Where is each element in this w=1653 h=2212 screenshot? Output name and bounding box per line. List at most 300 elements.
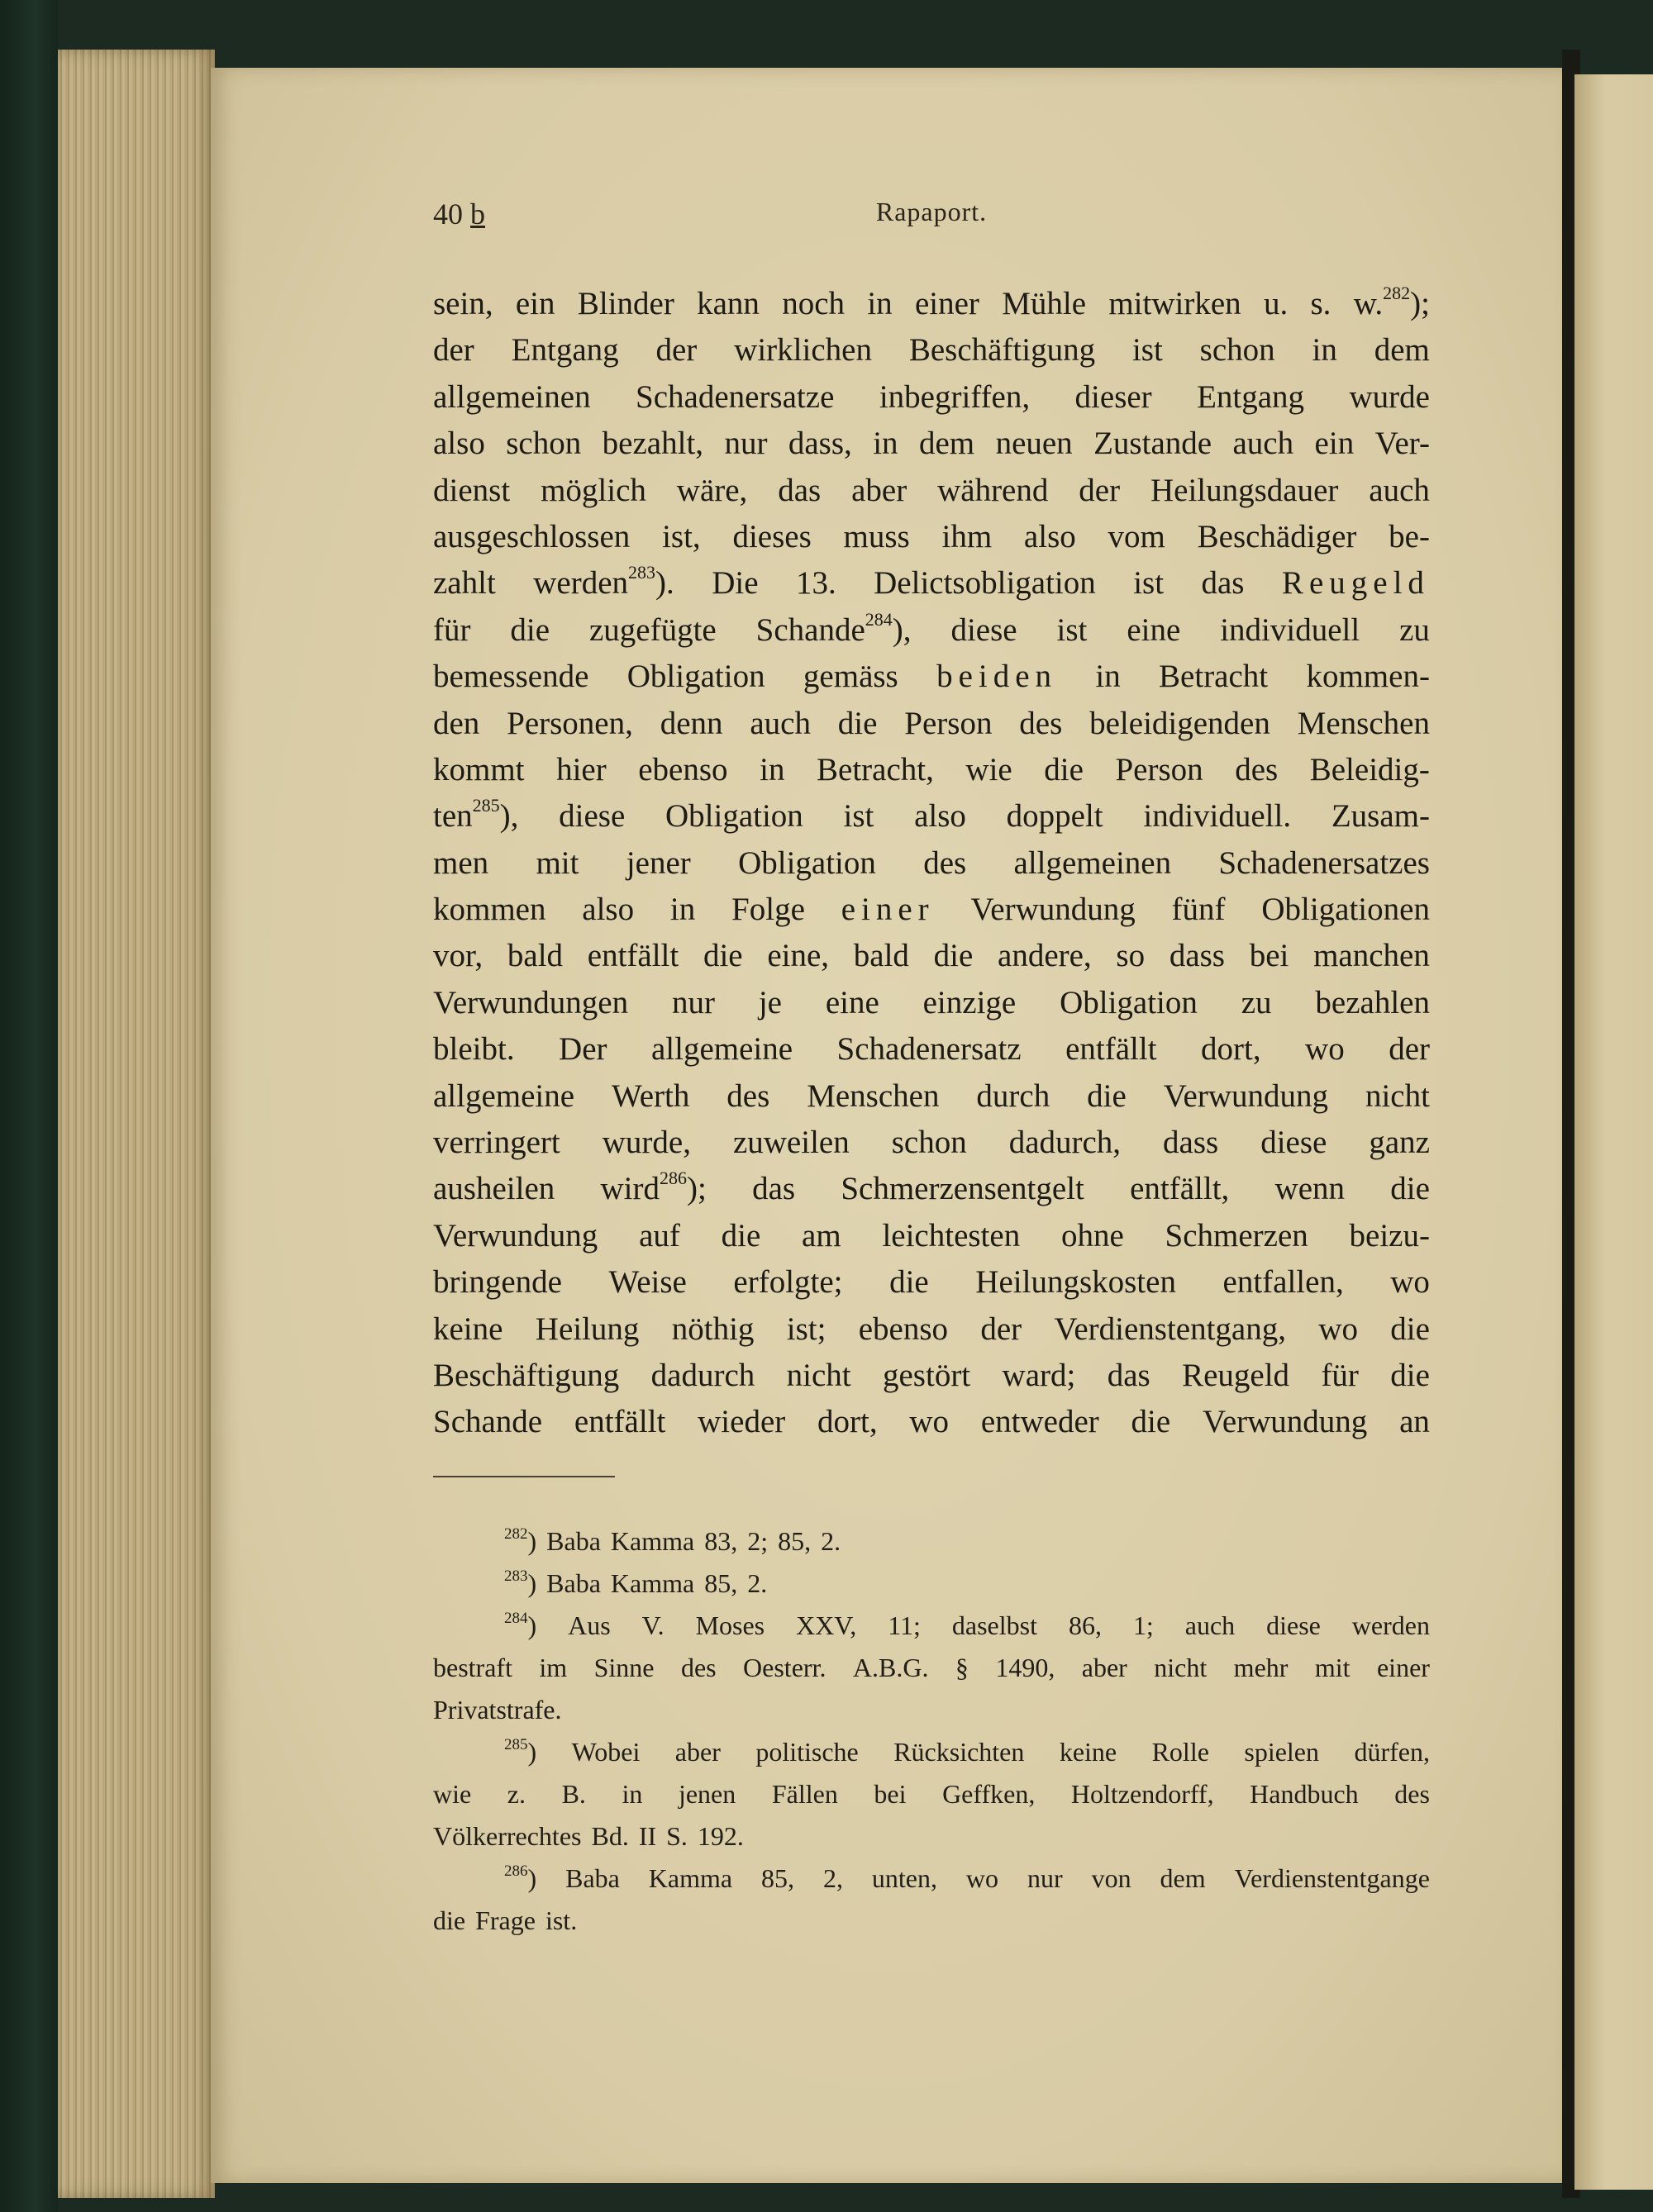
word: kann bbox=[697, 286, 760, 321]
word: 192. bbox=[697, 1821, 744, 1851]
word: auch bbox=[750, 705, 811, 741]
footnote-ref: 282 bbox=[1383, 283, 1411, 303]
word: verringert bbox=[433, 1125, 560, 1161]
word: Verwundung bbox=[433, 1217, 598, 1253]
text-line bbox=[433, 1353, 1430, 1399]
word: kommen bbox=[433, 892, 546, 928]
footnote-283 bbox=[433, 1563, 1430, 1605]
word: auch bbox=[1232, 426, 1294, 462]
word: ausheilen bbox=[433, 1171, 555, 1207]
footnote-285 bbox=[433, 1731, 1430, 1858]
word: bleibt. bbox=[433, 1031, 515, 1068]
word: s. bbox=[1310, 286, 1331, 321]
word: nur bbox=[1027, 1863, 1063, 1893]
word: leichtesten bbox=[882, 1217, 1021, 1253]
text-line bbox=[433, 887, 1430, 933]
word: nicht bbox=[786, 1357, 851, 1393]
word: aber bbox=[674, 1737, 721, 1767]
word: entweder bbox=[980, 1404, 1099, 1440]
footnote-line bbox=[433, 1858, 1430, 1900]
word: so bbox=[1116, 938, 1146, 974]
word: der bbox=[655, 332, 698, 369]
word: die bbox=[889, 1264, 929, 1301]
footnote-line bbox=[433, 1773, 1430, 1815]
word: wo bbox=[965, 1863, 999, 1893]
text-line bbox=[433, 1166, 1430, 1212]
text-line bbox=[433, 607, 1430, 654]
word: Heilung bbox=[535, 1311, 640, 1347]
word: neuen bbox=[995, 426, 1073, 462]
word: je bbox=[758, 984, 782, 1020]
word: Oesterr. bbox=[743, 1653, 826, 1682]
word: allgemeine bbox=[650, 1031, 793, 1068]
word: Frage bbox=[475, 1905, 536, 1935]
word: B. bbox=[561, 1779, 586, 1809]
word: eine bbox=[1127, 611, 1181, 648]
word: möglich bbox=[541, 472, 646, 508]
word: ward; bbox=[1002, 1357, 1076, 1393]
word: ebenso bbox=[638, 751, 728, 787]
word: ein bbox=[515, 286, 555, 321]
word: wirklichen bbox=[734, 332, 872, 369]
word: wo bbox=[1318, 1311, 1358, 1347]
word: Schmerzensentgelt bbox=[841, 1171, 1084, 1207]
word: Obligation bbox=[1060, 984, 1198, 1020]
word: dadurch bbox=[650, 1357, 755, 1393]
word: Kamma bbox=[648, 1863, 733, 1893]
word: andere, bbox=[998, 938, 1092, 974]
word: zu bbox=[1399, 611, 1430, 648]
word: ist, bbox=[662, 518, 701, 554]
word: werden$^{283}$). bbox=[533, 562, 674, 602]
word: Obligation bbox=[626, 659, 765, 695]
footnote-ref: 285 bbox=[472, 795, 500, 816]
word: u. bbox=[1263, 286, 1289, 321]
word: während bbox=[937, 472, 1049, 508]
footnote-number: 283 bbox=[504, 1567, 528, 1585]
word: entfallen, bbox=[1222, 1264, 1344, 1301]
word: manchen bbox=[1313, 938, 1430, 974]
word: sein, bbox=[433, 286, 493, 321]
word: entfällt, bbox=[1130, 1171, 1230, 1207]
word: entfällt bbox=[1065, 1031, 1157, 1068]
word: Verwundung bbox=[1202, 1404, 1368, 1440]
text-line bbox=[433, 514, 1430, 560]
word: Baba bbox=[546, 1568, 601, 1598]
footnote-ref: 284 bbox=[865, 608, 893, 630]
word: 85, bbox=[778, 1526, 812, 1556]
word: Entgang bbox=[1197, 378, 1305, 415]
footnote-line bbox=[433, 1647, 1430, 1689]
word: des bbox=[1235, 751, 1279, 787]
word: bei bbox=[874, 1779, 907, 1809]
text-line bbox=[433, 1213, 1430, 1259]
word: XXV, bbox=[796, 1610, 857, 1640]
page-suffix: b bbox=[470, 197, 485, 231]
word: $^{284}$) bbox=[504, 1610, 537, 1640]
word: Obligation bbox=[738, 844, 876, 881]
word: Entgang bbox=[511, 332, 619, 369]
word: in bbox=[873, 426, 898, 462]
spaced-emphasis: beiden bbox=[936, 659, 1058, 695]
word: Heilungsdauer bbox=[1150, 472, 1339, 508]
word: Betracht, bbox=[817, 751, 934, 787]
word: ausgeschlossen bbox=[433, 518, 631, 554]
footnote-number: 285 bbox=[504, 1736, 528, 1753]
word: dieser bbox=[1074, 378, 1152, 415]
word: Werth bbox=[612, 1077, 690, 1114]
word: dass bbox=[1169, 938, 1225, 974]
word: $^{283}$) bbox=[504, 1567, 537, 1598]
word: doppelt bbox=[1006, 798, 1103, 835]
text-line bbox=[433, 1259, 1430, 1306]
word: die bbox=[1131, 1404, 1171, 1440]
word: diese bbox=[1266, 1610, 1321, 1640]
word: des bbox=[923, 844, 967, 881]
word: die bbox=[1390, 1311, 1430, 1347]
word: Privatstrafe. bbox=[433, 1695, 562, 1724]
word: Zusam- bbox=[1331, 798, 1430, 835]
word: schon bbox=[506, 426, 582, 462]
word: ist bbox=[843, 798, 874, 835]
word: bringende bbox=[433, 1264, 562, 1301]
footnote-ref: 286 bbox=[660, 1168, 688, 1189]
word: ebenso bbox=[858, 1311, 949, 1347]
word: $^{286}$) bbox=[504, 1862, 537, 1893]
footnote-number: 286 bbox=[504, 1862, 528, 1880]
word: von bbox=[1091, 1863, 1131, 1893]
word: unten, bbox=[871, 1863, 937, 1893]
footnote-line bbox=[433, 1900, 1430, 1942]
word: Geffken, bbox=[942, 1779, 1036, 1809]
word: kommen- bbox=[1306, 659, 1430, 695]
word: in bbox=[1095, 659, 1121, 695]
word: wurde, bbox=[602, 1125, 691, 1161]
word: z. bbox=[507, 1779, 526, 1809]
text-line bbox=[433, 840, 1430, 887]
word: dort, bbox=[1201, 1031, 1261, 1068]
word: wieder bbox=[698, 1404, 786, 1440]
word: mitwirken bbox=[1108, 286, 1241, 321]
word: $^{282}$) bbox=[504, 1525, 537, 1556]
word: also bbox=[914, 798, 966, 835]
word: diese bbox=[1260, 1125, 1327, 1161]
word: jenen bbox=[678, 1779, 736, 1809]
word: vor, bbox=[433, 938, 484, 974]
word: ihm bbox=[941, 518, 993, 554]
word: schon bbox=[1199, 332, 1275, 369]
word: diese bbox=[559, 798, 626, 835]
word: die bbox=[721, 1217, 761, 1253]
word: muss bbox=[843, 518, 910, 554]
word: gestört bbox=[883, 1357, 971, 1393]
word: Beschädiger bbox=[1197, 518, 1357, 554]
word: Menschen bbox=[1297, 705, 1430, 741]
word: erfolgte; bbox=[733, 1264, 843, 1301]
word: einer bbox=[1376, 1653, 1430, 1682]
word: Betracht bbox=[1159, 659, 1269, 695]
word: die bbox=[1087, 1077, 1127, 1114]
word: wenn bbox=[1274, 1171, 1346, 1207]
page-edges bbox=[58, 50, 215, 2198]
word: A.B.G. bbox=[852, 1653, 929, 1682]
page-header bbox=[433, 197, 1430, 238]
word: V. bbox=[641, 1610, 665, 1640]
word: werden bbox=[1351, 1610, 1430, 1640]
word: Schande bbox=[433, 1404, 543, 1440]
word: auch bbox=[1184, 1610, 1236, 1640]
word: ohne bbox=[1060, 1217, 1124, 1253]
word: wo bbox=[1390, 1264, 1430, 1301]
word: nicht bbox=[1154, 1653, 1208, 1682]
word: des bbox=[680, 1653, 717, 1682]
word: bezahlt, bbox=[602, 426, 704, 462]
word: die bbox=[1390, 1357, 1430, 1393]
word: die bbox=[433, 1905, 466, 1935]
word: auch bbox=[1369, 472, 1430, 508]
text-line bbox=[433, 1306, 1430, 1353]
word: am bbox=[802, 1217, 841, 1253]
word: wie bbox=[433, 1779, 472, 1809]
word: dienst bbox=[433, 472, 511, 508]
word bbox=[841, 887, 935, 933]
text-line bbox=[433, 980, 1430, 1026]
footnote-284 bbox=[433, 1605, 1430, 1731]
word: dem bbox=[1160, 1863, 1206, 1893]
word: Ver- bbox=[1374, 426, 1430, 462]
word: in bbox=[760, 751, 785, 787]
word: Völkerrechtes bbox=[433, 1821, 582, 1851]
spaced-emphasis: Reugeld bbox=[1281, 565, 1430, 602]
word: Weise bbox=[608, 1264, 687, 1301]
word: zuweilen bbox=[732, 1125, 850, 1161]
word: dort, bbox=[817, 1404, 878, 1440]
word: Zustande bbox=[1093, 426, 1212, 462]
word: ist; bbox=[786, 1311, 826, 1347]
word: ganz bbox=[1369, 1125, 1430, 1161]
word: wo bbox=[1305, 1031, 1345, 1068]
word: Kamma bbox=[610, 1526, 695, 1556]
word: der bbox=[433, 332, 474, 369]
word: des bbox=[1394, 1779, 1430, 1809]
footnote-line bbox=[433, 1520, 1430, 1563]
word: zahlt bbox=[433, 565, 496, 602]
footnote-separator bbox=[433, 1476, 615, 1477]
word bbox=[936, 654, 1057, 700]
footnote-286 bbox=[433, 1858, 1430, 1942]
text-line bbox=[433, 468, 1430, 514]
word: Holtzendorff, bbox=[1070, 1779, 1214, 1809]
text-line bbox=[433, 1120, 1430, 1166]
word: Fällen bbox=[771, 1779, 838, 1809]
word: bald bbox=[507, 938, 564, 974]
word: politische bbox=[755, 1737, 859, 1767]
word: 11; bbox=[888, 1610, 921, 1640]
word: daselbst bbox=[951, 1610, 1037, 1640]
word: dem bbox=[918, 426, 975, 462]
text-line bbox=[433, 1399, 1430, 1445]
footnote-282 bbox=[433, 1520, 1430, 1563]
word: ist bbox=[1131, 332, 1163, 369]
word: in bbox=[669, 892, 696, 928]
word: beizu- bbox=[1349, 1217, 1430, 1253]
word: Verdienstentgang, bbox=[1054, 1311, 1286, 1347]
word: 2. bbox=[747, 1568, 768, 1598]
text-line bbox=[433, 933, 1430, 979]
word: Schande$^{284}$), bbox=[755, 608, 912, 648]
word: die bbox=[837, 705, 878, 741]
word: schon bbox=[891, 1125, 967, 1161]
word: also bbox=[582, 892, 635, 928]
word: durch bbox=[976, 1077, 1050, 1114]
word: mit bbox=[536, 844, 579, 881]
word: Schadenersatze bbox=[636, 378, 835, 415]
word bbox=[1282, 560, 1430, 607]
word: noch bbox=[782, 286, 846, 321]
word: allgemeinen bbox=[1013, 844, 1172, 881]
word: Menschen bbox=[807, 1077, 940, 1114]
word: dadurch, bbox=[1008, 1125, 1122, 1161]
word: nur bbox=[671, 984, 715, 1020]
word: inbegriffen, bbox=[879, 378, 1031, 415]
text-line bbox=[433, 654, 1430, 700]
word: bezahlen bbox=[1315, 984, 1430, 1020]
word: Baba bbox=[546, 1526, 601, 1556]
word: 86, bbox=[1068, 1610, 1102, 1640]
word: § bbox=[955, 1653, 969, 1682]
word: Verdienstentgange bbox=[1234, 1863, 1430, 1893]
word: keine bbox=[1059, 1737, 1117, 1767]
word: auf bbox=[639, 1217, 680, 1253]
word: mehr bbox=[1233, 1653, 1289, 1682]
footnote-number: 284 bbox=[504, 1610, 528, 1627]
word: Blinder bbox=[577, 286, 674, 321]
word: allgemeine bbox=[433, 1077, 575, 1114]
word: Folge bbox=[731, 892, 805, 928]
word: Verwundung bbox=[970, 892, 1136, 928]
word: Person bbox=[1115, 751, 1203, 787]
word: dürfen, bbox=[1354, 1737, 1430, 1767]
page-number-value: 40 bbox=[433, 197, 463, 231]
word: ist. bbox=[545, 1905, 578, 1935]
word: hier bbox=[556, 751, 607, 787]
word: II bbox=[638, 1821, 657, 1851]
word: diese bbox=[950, 611, 1017, 648]
word: aber bbox=[851, 472, 907, 508]
word: individuell. bbox=[1143, 798, 1292, 835]
footnote-ref: 283 bbox=[628, 562, 656, 583]
word: Person bbox=[904, 705, 993, 741]
word: eine, bbox=[767, 938, 830, 974]
word: wie bbox=[965, 751, 1012, 787]
word: be- bbox=[1389, 518, 1430, 554]
word: für bbox=[433, 611, 471, 648]
word: den bbox=[433, 705, 480, 741]
footnote-line bbox=[433, 1689, 1430, 1731]
text-line bbox=[433, 701, 1430, 747]
footnotes bbox=[433, 1520, 1430, 1942]
word: dieses bbox=[732, 518, 812, 554]
word: Schadenersatz bbox=[836, 1031, 1022, 1068]
word: Baba bbox=[565, 1863, 620, 1893]
word: 85, bbox=[704, 1568, 738, 1598]
text-line bbox=[433, 560, 1430, 607]
book-cover bbox=[0, 0, 58, 2212]
text-line bbox=[433, 793, 1430, 840]
word: die bbox=[703, 938, 743, 974]
spaced-emphasis: einer bbox=[841, 892, 935, 928]
word: wäre, bbox=[676, 472, 748, 508]
word: des bbox=[726, 1077, 770, 1114]
word: Delictsobligation bbox=[874, 565, 1096, 602]
footnote-line bbox=[433, 1815, 1430, 1858]
footnote-number: 282 bbox=[504, 1525, 528, 1543]
word: nicht bbox=[1365, 1077, 1430, 1114]
word: der bbox=[980, 1311, 1022, 1347]
text-line bbox=[433, 747, 1430, 793]
word: in bbox=[622, 1779, 643, 1809]
word: in bbox=[1312, 332, 1337, 369]
footnote-line bbox=[433, 1605, 1430, 1647]
word: 2. bbox=[821, 1526, 841, 1556]
word: zugefügte bbox=[588, 611, 717, 648]
word: also bbox=[433, 426, 485, 462]
text-line bbox=[433, 374, 1430, 421]
word: 1; bbox=[1132, 1610, 1154, 1640]
word: Obligationen bbox=[1261, 892, 1430, 928]
word: ist bbox=[1056, 611, 1088, 648]
word: Heilungskosten bbox=[975, 1264, 1176, 1301]
word: keine bbox=[433, 1311, 503, 1347]
running-title: Rapaport. bbox=[875, 197, 988, 226]
word: jener bbox=[626, 844, 691, 881]
word: bei bbox=[1249, 938, 1289, 974]
word: Rücksichten bbox=[893, 1737, 1025, 1767]
word: in bbox=[867, 286, 893, 321]
word: dass, bbox=[788, 426, 852, 462]
text-line bbox=[433, 327, 1430, 373]
word: wird$^{286}$); bbox=[600, 1168, 707, 1207]
word: Beschäftigung bbox=[433, 1357, 620, 1393]
word: an bbox=[1399, 1404, 1430, 1440]
word: 13. bbox=[795, 565, 836, 602]
word: ten$^{285}$), bbox=[433, 795, 519, 835]
word: Aus bbox=[568, 1610, 611, 1640]
word: fünf bbox=[1171, 892, 1226, 928]
word: Verwundungen bbox=[433, 984, 629, 1020]
word: Obligation bbox=[665, 798, 803, 835]
word: Beleidig- bbox=[1309, 751, 1430, 787]
word: kommt bbox=[433, 751, 525, 787]
word: ist bbox=[1133, 565, 1165, 602]
body-text bbox=[433, 281, 1430, 1446]
word: eine bbox=[825, 984, 879, 1020]
word: mit bbox=[1314, 1653, 1351, 1682]
word: bald bbox=[853, 938, 909, 974]
text-line bbox=[433, 281, 1430, 327]
footnote-line bbox=[433, 1563, 1430, 1605]
word: Sinne bbox=[593, 1653, 655, 1682]
word: individuell bbox=[1220, 611, 1360, 648]
footnote-line bbox=[433, 1731, 1430, 1773]
text-line bbox=[433, 421, 1430, 467]
word: 83, bbox=[704, 1526, 738, 1556]
word: gemäss bbox=[803, 659, 898, 695]
word: Schmerzen bbox=[1165, 1217, 1308, 1253]
word: Wobei bbox=[571, 1737, 641, 1767]
word: Reugeld bbox=[1182, 1357, 1290, 1393]
word: ein bbox=[1314, 426, 1355, 462]
